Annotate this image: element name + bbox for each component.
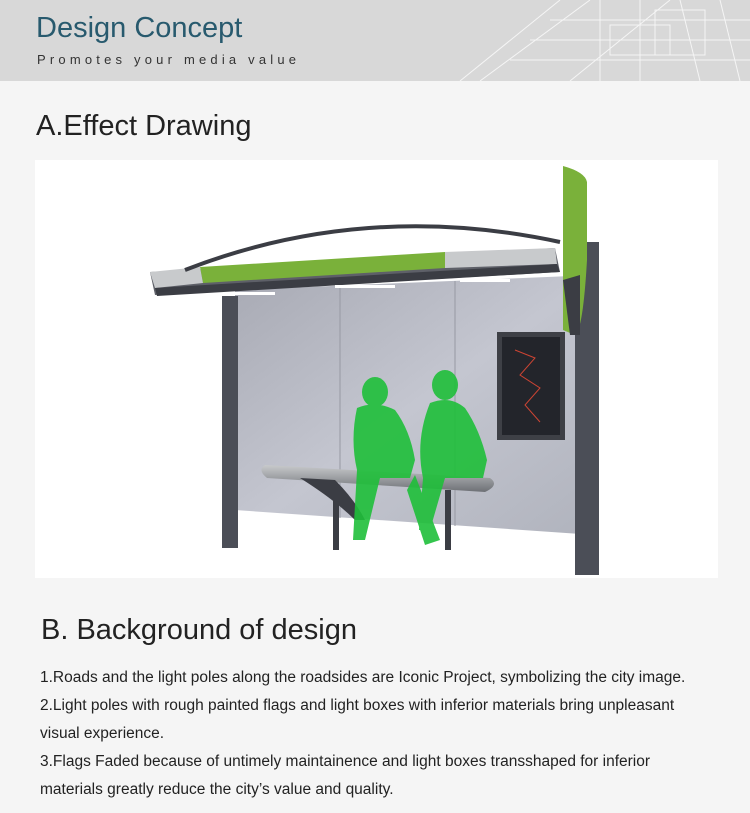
section-a-heading: A.Effect Drawing	[36, 110, 252, 142]
paragraph-line-2: 2.Light poles with rough painted flags and light boxes with inferior materials bring unpleasant	[40, 697, 675, 714]
page-subtitle: Promotes your media value	[37, 52, 301, 67]
section-b-heading: B. Background of design	[41, 614, 357, 646]
paragraph-line-4: 3.Flags Faded because of untimely maintainence and light boxes transshaped for inferior	[40, 753, 651, 770]
header-banner	[0, 0, 750, 81]
bus-shelter-illustration	[35, 160, 718, 578]
paragraph-line-1: 1.Roads and the light poles along the roadsides are Iconic Project, symbolizing the city image.	[40, 669, 686, 686]
bus-shelter-drawing	[35, 160, 718, 578]
decorative-line-pattern	[440, 0, 750, 81]
paragraph-line-5: materials greatly reduce the city’s value and quality.	[40, 781, 394, 798]
page-title: Design Concept	[36, 12, 243, 44]
paragraph-line-3: visual experience.	[40, 725, 165, 742]
